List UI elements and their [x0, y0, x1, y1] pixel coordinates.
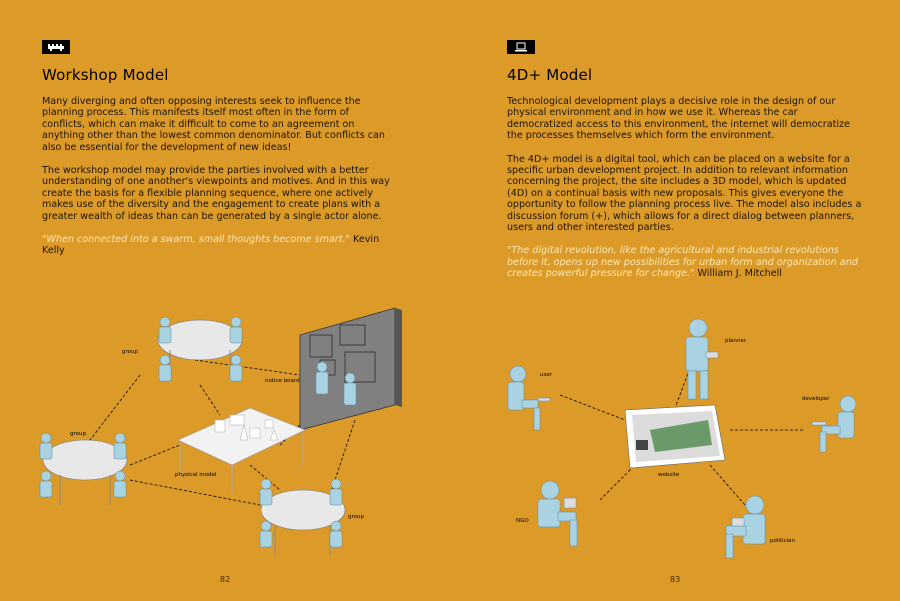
- quote-author: Kevin Kelly: [42, 234, 380, 257]
- label-group: group: [122, 349, 138, 355]
- paragraph: The 4D+ model is a digital tool, which can be placed on a website for a specific urban development project. In addition to relevant information concerning the project, the site includes a 3D model, which is updated (4D) on a continual basis with new proposals. This gives everyone the opportunity to follow the planning process live. The model also includes a discussion forum (+), which allows for a direct dialog between planners, users and other interested parties.: [507, 153, 862, 234]
- workshop-icon: [42, 40, 70, 54]
- right-page: [450, 0, 900, 601]
- website-screen: [625, 405, 725, 468]
- page-title: 4D+ Model: [507, 66, 593, 84]
- paragraph: The workshop model may provide the parties involved with a better understanding of one another's viewpoints and motives. And in this way create the basis for a flexible planning sequence, where one actively makes use of the diversity and the engagement to create plans with a greater wealth of ideas than can be generated by a single actor alone.: [42, 165, 390, 222]
- paragraph: Technological development plays a decisive role in the design of our physical environment and in how we use it. Whereas the car democratized access to this environment, the internet will democratize the processes themselves which form the environment.: [507, 96, 850, 142]
- developer-figure: [812, 396, 856, 452]
- group-table-top: [158, 317, 242, 381]
- workshop-illustration: [0, 280, 450, 570]
- politician-figure: [726, 496, 765, 558]
- quote: [507, 245, 862, 279]
- label-website: website: [658, 472, 680, 478]
- notice-board: [300, 308, 402, 430]
- group-table-left: [40, 433, 127, 505]
- label-physical-model: physical model: [175, 472, 217, 478]
- label-group: group: [348, 514, 364, 520]
- label-planner: planner: [725, 338, 747, 344]
- computer-icon: [507, 40, 535, 54]
- quote: [42, 234, 392, 257]
- quote-text: "When connected into a swarm, small thoughts become smart.": [42, 234, 350, 246]
- label-notice-board: notice board: [265, 378, 300, 384]
- page-title: Workshop Model: [42, 66, 169, 84]
- label-developer: developer: [802, 396, 830, 402]
- physical-model: [178, 408, 305, 492]
- ngo-figure: [538, 481, 577, 546]
- label-politician: politician: [770, 538, 796, 544]
- body-text: [507, 96, 862, 292]
- quote-text: "The digital revolution, like the agricultural and industrial revolutions before it, opens up new possibilities for urban form and organization and creates powerful pressure for change.": [507, 245, 858, 280]
- paragraph: Many diverging and often opposing interests seek to influence the planning process. This manifests itself most often in the form of conflicts, which can make it difficult to come to an agreement on anything other than the lowest common denominator. But conflicts can also be essential for the development of new ideas!: [42, 96, 385, 153]
- 4d-model-illustration: [450, 280, 900, 570]
- body-text: [42, 96, 392, 269]
- label-ngo: NGO: [516, 518, 529, 524]
- group-table-bottom: [260, 479, 345, 555]
- label-user: user: [540, 372, 552, 378]
- planner-figure: [686, 319, 718, 399]
- page-number: 82: [220, 575, 231, 584]
- label-group: group: [70, 431, 86, 437]
- page-number: 83: [670, 575, 681, 584]
- quote-author: William J. Mitchell: [697, 268, 782, 280]
